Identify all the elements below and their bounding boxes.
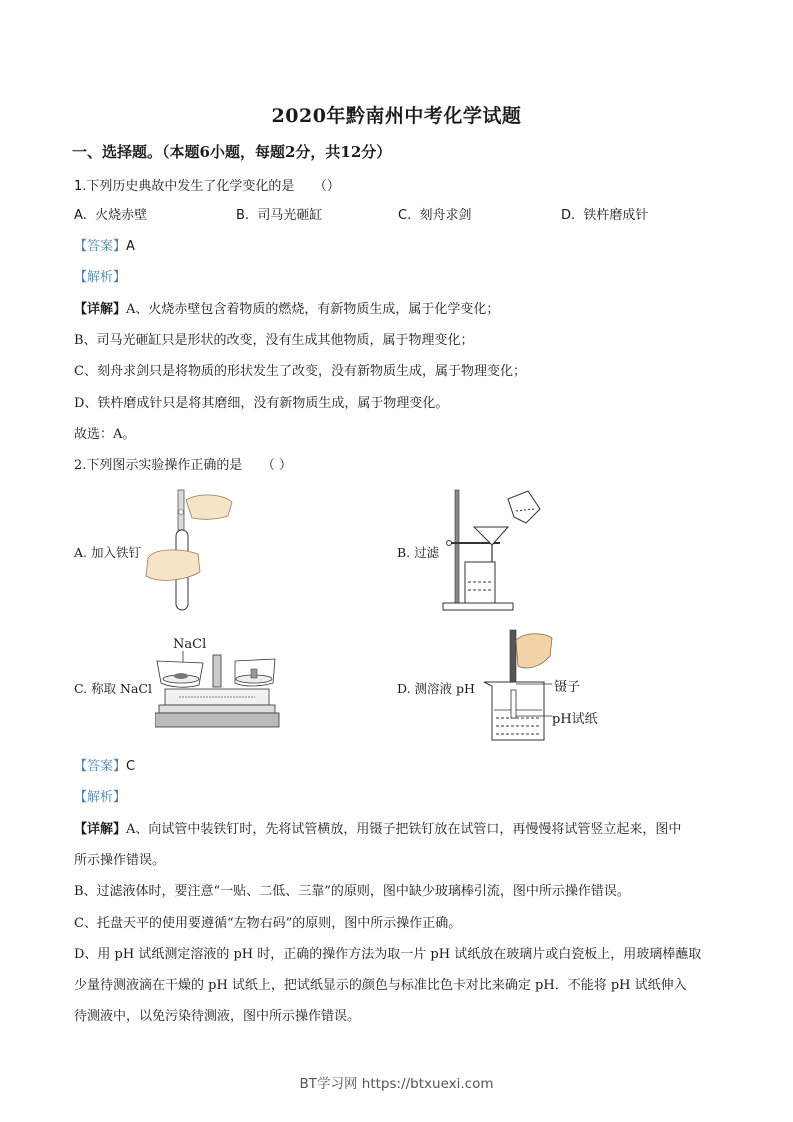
q2-detail-line-3: B、过滤液体时，要注意“一贴、二低、三靠”的原则，图中缺少玻璃棒引流，图中所示操作错误。 [74,884,630,899]
page-title: 2020年黔南州中考化学试题 [271,105,522,127]
q1-answer [74,235,135,254]
nacl-annotation: NaCl [173,637,207,652]
filtration-apparatus-icon [440,487,560,612]
q1-analysis [74,266,126,285]
figure-d-label: D. 测溶液 pH [397,681,475,696]
figure-c-label: C. 称取 NaCl [74,681,152,696]
beaker-ph-test-icon [480,626,610,746]
footer-watermark: BT学习网 https://btxuexi.com [299,1076,494,1092]
q2-detail-line-7: 待测液中，以免污染待测液，图中所示操作错误。 [74,1009,361,1024]
tweezers-annotation: 镊子 [554,680,581,695]
q2-detail-line-4: C、托盘天平的使用要遵循“左物右码”的原则，图中所示操作正确。 [74,916,462,931]
q2-detail-line-5: D、用 pH 试纸测定溶液的 pH 时，正确的操作方法为取一片 pH 试纸放在玻璃片或白瓷板上，用玻璃棒蘸取 [74,947,702,962]
q2-analysis [74,786,126,805]
q1-option-c: C. 刻舟求剑 [398,208,472,223]
q1-detail-line-2: B、司马光砸缸只是形状的改变，没有生成其他物质，属于物理变化； [74,333,474,348]
answer-value: C [126,759,136,774]
answer-value: A [126,239,135,254]
analysis-label: 【解析】 [74,270,127,285]
question-1-stem: 1.下列历史典故中发生了化学变化的是 （） [74,179,340,194]
q1-option-b: B. 司马光砸缸 [236,208,323,223]
test-tube-with-tweezers-icon [140,488,240,613]
q2-detail-line-6: 少量待测液滴在干燥的 pH 试纸上，把试纸显示的颜色与标准比色卡对比来确定 pH．不能将 pH 试纸伸入 [74,978,687,993]
figure-b-label: B. 过滤 [397,545,440,560]
answer-label: 【答案】 [74,239,127,254]
analysis-label: 【解析】 [74,790,127,805]
q1-option-d: D. 铁杵磨成针 [561,208,649,223]
q1-detail-line-5: 故选：A。 [74,427,136,442]
q2-detail-line-1: 【详解】A、向试管中装铁钉时，先将试管横放，用镊子把铁钉放在试管口，再慢慢将试管竖立起来，图中 [74,822,682,837]
q2-answer [74,755,135,774]
q1-detail-line-3: C、刻舟求剑只是将物质的形状发生了改变，没有新物质生成，属于物理变化； [74,364,526,379]
figure-a-label: A. 加入铁钉 [74,545,141,560]
q1-detail-line-4: D、铁杵磨成针只是将其磨细，没有新物质生成，属于物理变化。 [74,396,449,411]
q1-option-a: A. 火烧赤壁 [74,208,148,223]
detail-label: 【详解】 [74,822,127,837]
question-2-stem: 2.下列图示实验操作正确的是 （ ） [74,458,293,473]
detail-label: 【详解】 [74,302,127,317]
ph-paper-annotation: pH试纸 [552,712,598,727]
balance-scale-icon [155,633,280,733]
answer-label: 【答案】 [74,759,127,774]
section-heading: 一、选择题。（本题6小题，每题2分，共12分） [72,143,392,161]
q2-detail-line-2: 所示操作错误。 [74,853,166,868]
q1-detail-line-1: 【详解】A、火烧赤壁包含着物质的燃烧，有新物质生成，属于化学变化； [74,302,500,317]
